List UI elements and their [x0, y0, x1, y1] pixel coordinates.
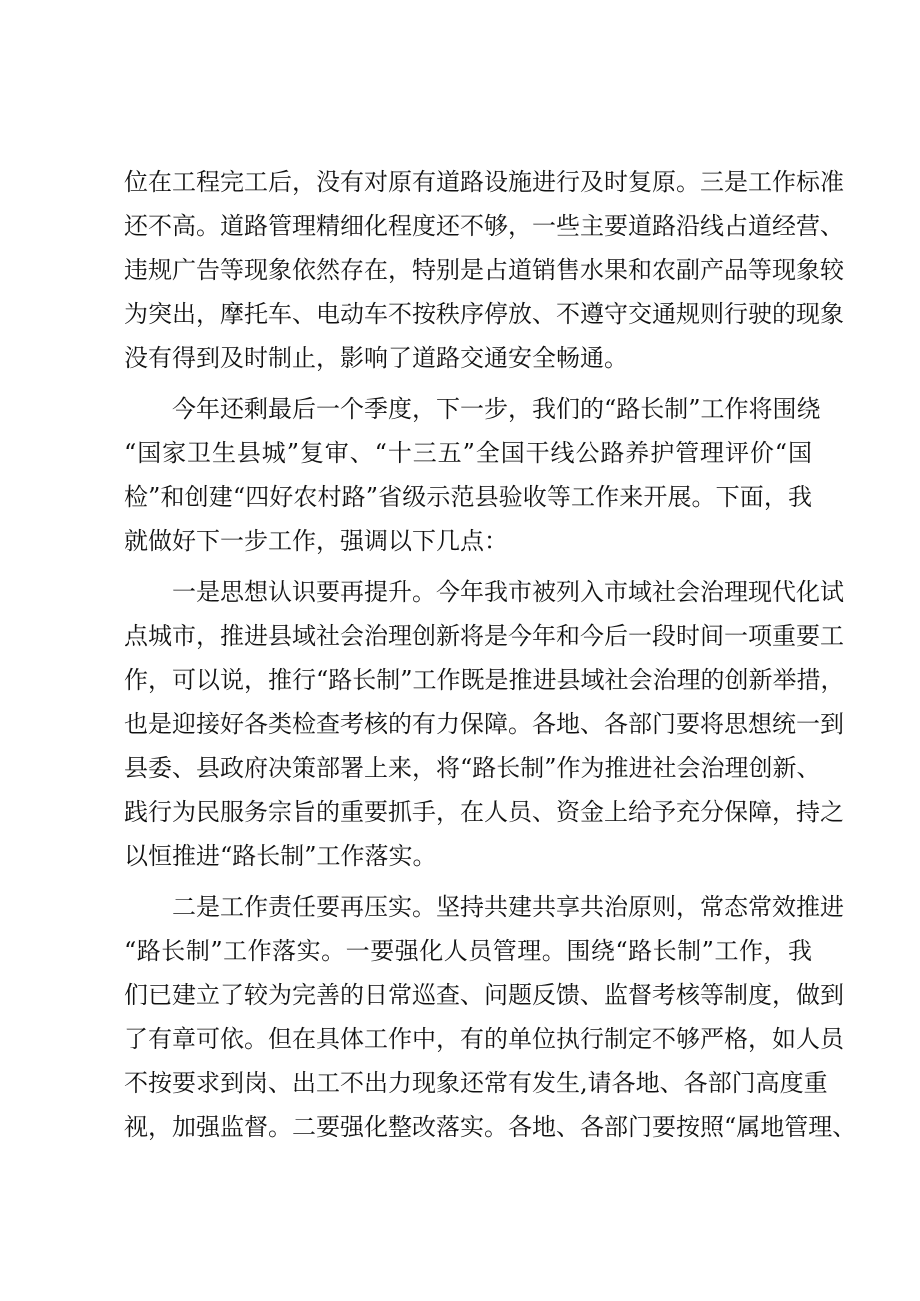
text-line: 检”和创建“四好农村路”省级示范县验收等工作来开展。下面，我 — [124, 483, 812, 511]
text-line: 不按要求到岗、出工不出力现象还常有发生,请各地、各部门高度重 — [124, 1069, 828, 1097]
text-line: 点城市，推进县域社会治理创新将是今年和今后一段时间一项重要工 — [124, 622, 844, 650]
paragraph-first-line: 今年还剩最后一个季度，下一步，我们的“路长制”工作将围绕 — [172, 395, 821, 423]
text-line: 践行为民服务宗旨的重要抓手，在人员、资金上给予充分保障，持之 — [124, 798, 844, 826]
text-line: 们已建立了较为完善的日常巡查、问题反馈、监督考核等制度，做到 — [124, 981, 844, 1009]
text-line: 没有得到及时制止，影响了道路交通安全畅通。 — [124, 344, 628, 372]
text-line: 就做好下一步工作，强调以下几点： — [124, 527, 508, 555]
text-line: 以恒推进“路长制”工作落实。 — [124, 842, 437, 870]
paragraph-first-line: 一是思想认识要再提升。今年我市被列入市域社会治理现代化试 — [172, 578, 844, 606]
paragraph-first-line: 二是工作责任要再压实。坚持共建共享共治原则，常态常效推进 — [172, 893, 844, 921]
text-line: 了有章可依。但在具体工作中，有的单位执行制定不够严格，如人员 — [124, 1025, 844, 1053]
text-line: 视，加强监督。二要强化整改落实。各地、各部门要按照“属地管理、 — [124, 1113, 857, 1141]
text-line: “路长制”工作落实。一要强化人员管理。围绕“路长制”工作，我 — [124, 937, 812, 965]
text-line: 为突出，摩托车、电动车不按秩序停放、不遵守交通规则行驶的现象 — [124, 300, 844, 328]
text-line: 违规广告等现象依然存在，特别是占道销售水果和农副产品等现象较 — [124, 256, 844, 284]
text-line: 作，可以说，推行“路长制”工作既是推进县域社会治理的创新举措， — [124, 666, 845, 694]
text-line: “国家卫生县城”复审、“十三五”全国干线公路养护管理评价“国 — [124, 439, 812, 467]
text-line: 县委、县政府决策部署上来，将“路长制”作为推进社会治理创新、 — [124, 754, 821, 782]
text-line: 位在工程完工后，没有对原有道路设施进行及时复原。三是工作标准 — [124, 168, 844, 196]
text-line: 也是迎接好各类检查考核的有力保障。各地、各部门要将思想统一到 — [124, 710, 844, 738]
text-line: 还不高。道路管理精细化程度还不够，一些主要道路沿线占道经营、 — [124, 212, 844, 240]
